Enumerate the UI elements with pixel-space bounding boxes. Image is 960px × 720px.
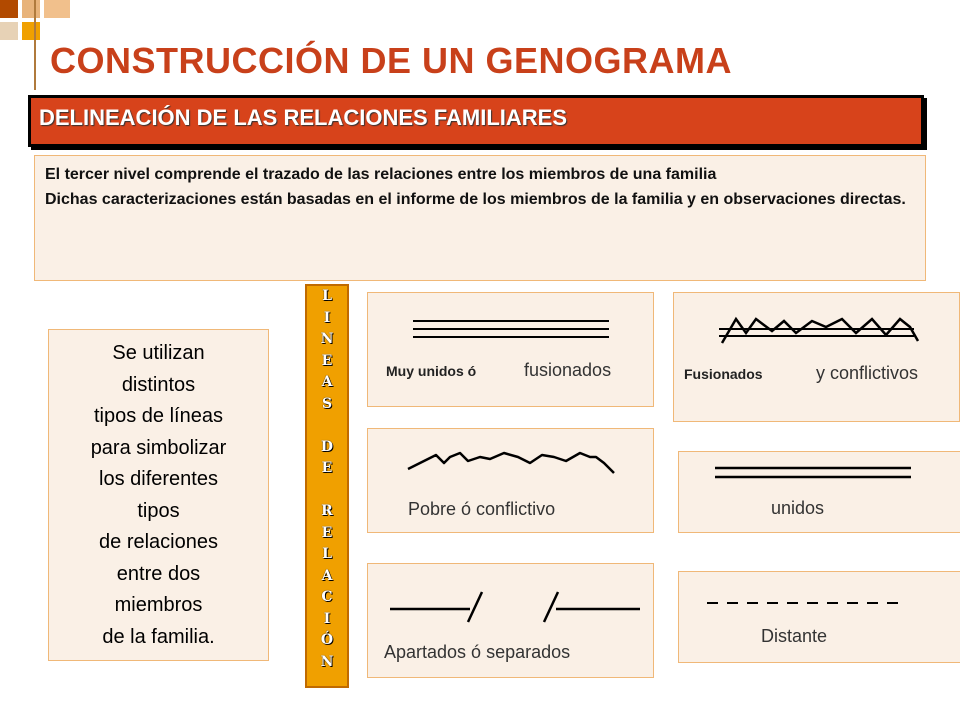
- vertical-letter: Ó: [320, 632, 334, 648]
- relation-label: unidos: [771, 498, 825, 518]
- intro-paragraph: Dichas caracterizaciones están basadas en el informe de los miembros de la familia y en observaciones directas.: [45, 191, 906, 208]
- vertical-letter: S: [321, 395, 333, 412]
- vertical-letter: D: [320, 438, 334, 455]
- vertical-letter: N: [320, 331, 334, 347]
- relation-label-bold: Fusionados: [684, 366, 763, 382]
- relation-pobre: [367, 428, 654, 533]
- relation-muy-unidos: [367, 292, 654, 407]
- relation-label: y conflictivos: [816, 363, 919, 383]
- vertical-letter: E: [321, 524, 333, 541]
- vertical-label-bar: [305, 284, 349, 688]
- decor-square: [22, 22, 40, 40]
- description-line: miembros: [114, 594, 203, 616]
- description-line: Se utilizan: [112, 342, 205, 364]
- vertical-letter: I: [323, 309, 331, 326]
- decor-square: [44, 22, 70, 40]
- vertical-letter: I: [323, 610, 331, 627]
- vertical-letter: L: [322, 288, 332, 304]
- description-line: tipos de líneas: [94, 405, 223, 427]
- relation-label: Distante: [761, 626, 828, 646]
- description-line: entre dos: [116, 562, 201, 585]
- dashed-line-icon: [679, 572, 960, 664]
- triple-zigzag-line-icon: [674, 293, 960, 423]
- vertical-letter: L: [322, 546, 332, 562]
- relation-label: fusionados: [524, 360, 612, 380]
- description-line: de relaciones: [99, 531, 218, 553]
- decor-line: [34, 0, 36, 90]
- vertical-letter: E: [321, 352, 333, 369]
- vertical-letter: R: [321, 503, 333, 519]
- description-line: tipos: [137, 499, 180, 522]
- double-line-icon: [679, 452, 960, 534]
- decor-square: [44, 0, 70, 18]
- description-line: de la familia.: [102, 625, 215, 648]
- vertical-letter: E: [321, 460, 333, 476]
- relation-fusionados-conflictivos: [673, 292, 960, 422]
- relation-apartados: [367, 563, 654, 678]
- relation-label-bold: Muy unidos ó: [386, 363, 477, 379]
- description-line: para simbolizar: [90, 436, 227, 459]
- relation-label: Pobre ó conflictivo: [408, 499, 556, 519]
- description-box: [48, 329, 269, 661]
- intro-paragraph: El tercer nivel comprende el trazado de las relaciones entre los miembros de una familia: [45, 166, 717, 183]
- vertical-letter: A: [321, 567, 333, 584]
- vertical-letter: N: [320, 653, 334, 670]
- banner-text: DELINEACIÓN DE LAS RELACIONES FAMILIARES: [39, 105, 568, 130]
- vertical-letter: A: [321, 374, 333, 390]
- vertical-letter: C: [321, 589, 333, 605]
- triple-line-icon: [368, 293, 655, 408]
- description-line: los diferentes: [99, 468, 218, 490]
- description-line: distintos: [121, 373, 196, 396]
- decor-square: [0, 0, 18, 18]
- relation-distante: [678, 571, 960, 663]
- page-title: CONSTRUCCIÓN DE UN GENOGRAMA: [50, 40, 733, 81]
- intro-box: [34, 155, 926, 281]
- decor-square: [0, 22, 18, 40]
- relation-unidos: [678, 451, 960, 533]
- relation-label: Apartados ó separados: [384, 642, 571, 662]
- decor-square: [22, 0, 40, 18]
- section-banner: [28, 95, 924, 147]
